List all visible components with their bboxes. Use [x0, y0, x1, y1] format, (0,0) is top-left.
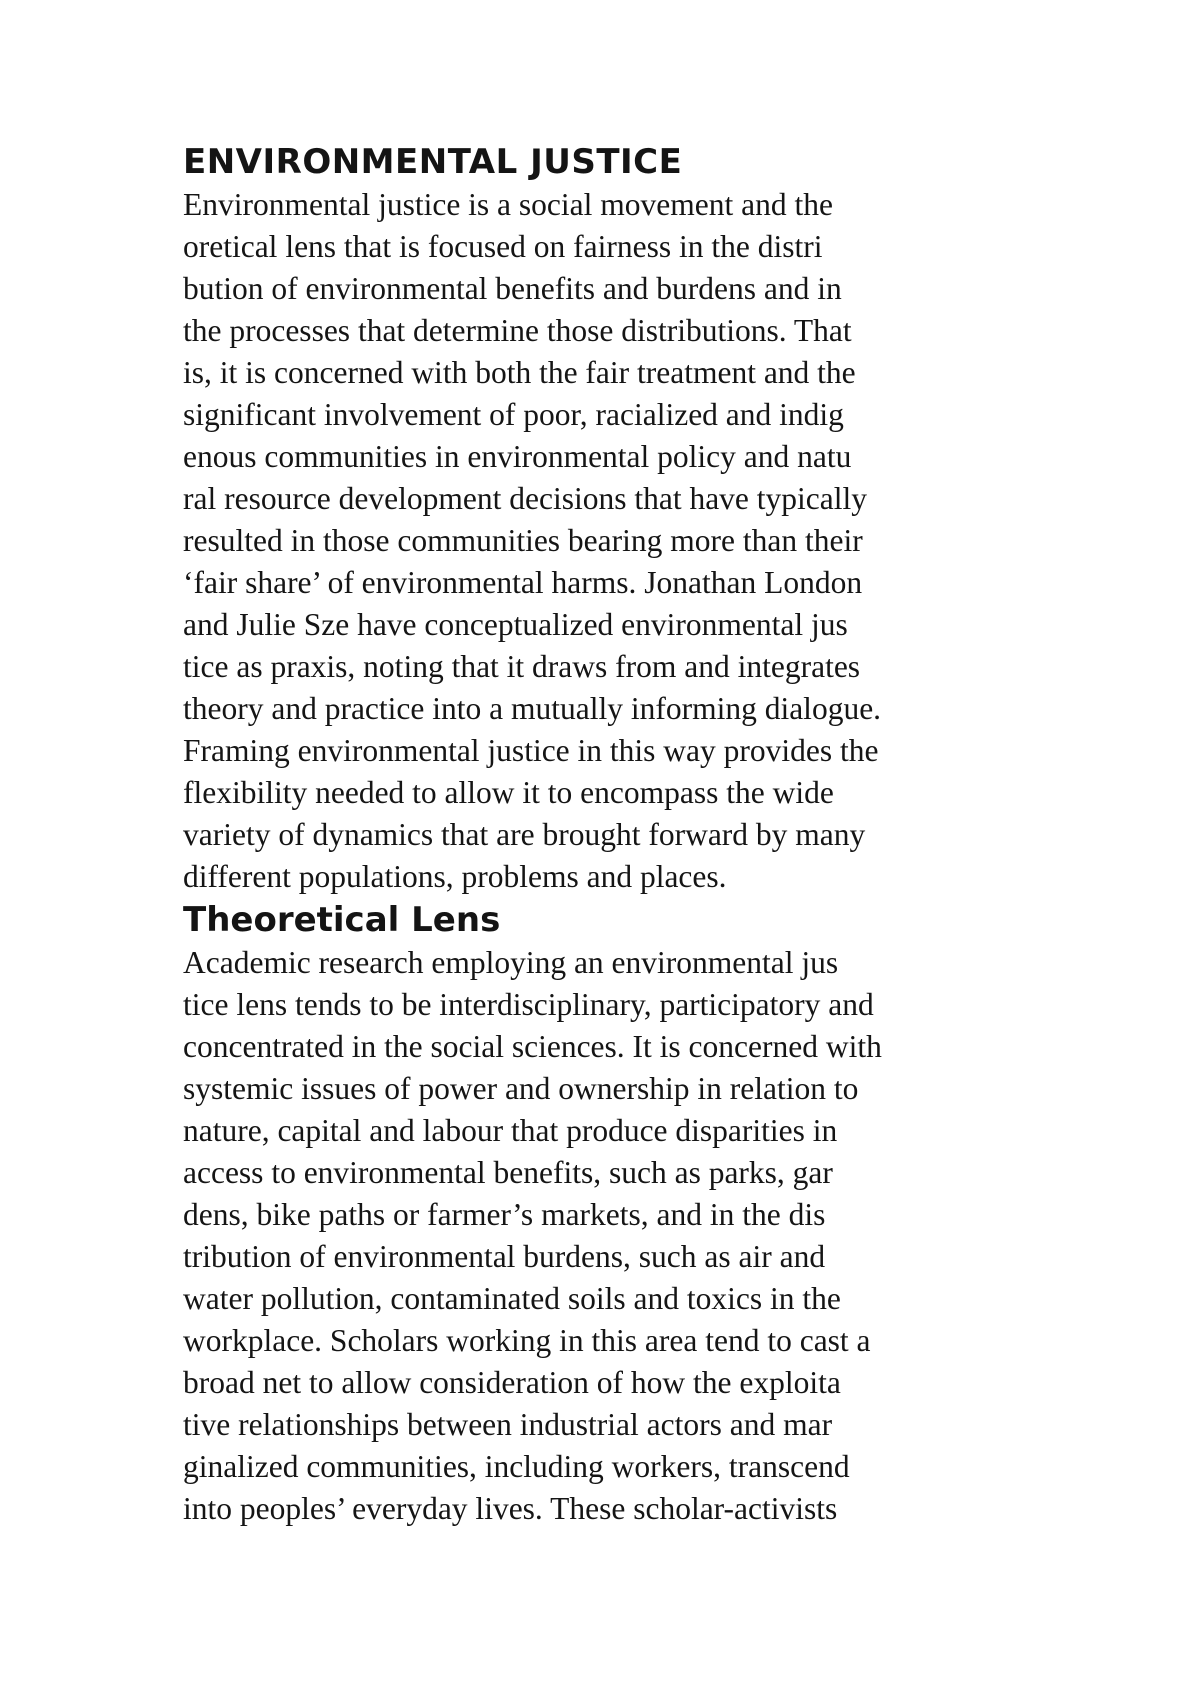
text-line: significant involvement of poor, racialized and indig — [183, 397, 844, 432]
text-line: ral resource development decisions that have typically — [183, 481, 868, 516]
text-line: variety of dynamics that are brought forward by many — [183, 817, 866, 852]
text-line: different populations, problems and places. — [183, 859, 727, 894]
text-line: Framing environmental justice in this way provides the — [183, 733, 879, 768]
section-heading: ENVIRONMENTAL JUSTICE — [183, 142, 683, 182]
text-line: ginalized communities, including workers, transcend — [183, 1449, 850, 1484]
text-line: tribution of environmental burdens, such as air and — [183, 1239, 826, 1274]
subsection-heading: Theoretical Lens — [183, 900, 501, 940]
text-line: access to environmental benefits, such as parks, gar — [183, 1155, 833, 1190]
paragraph-2 — [183, 942, 1083, 1530]
text-line: dens, bike paths or farmer’s markets, and in the dis — [183, 1197, 826, 1232]
text-line: ‘fair share’ of environmental harms. Jonathan London — [183, 565, 863, 600]
text-line: tice as praxis, noting that it draws from and integrates — [183, 649, 861, 684]
text-line: into peoples’ everyday lives. These scholar-activists — [183, 1491, 838, 1526]
text-line: is, it is concerned with both the fair treatment and the — [183, 355, 856, 390]
document-body — [183, 140, 1083, 1530]
text-line: and Julie Sze have conceptualized environmental jus — [183, 607, 848, 642]
text-line: resulted in those communities bearing more than their — [183, 523, 863, 558]
text-line: tice lens tends to be interdisciplinary, participatory and — [183, 987, 874, 1022]
text-line: theory and practice into a mutually informing dialogue. — [183, 691, 882, 726]
paragraph-1 — [183, 184, 1083, 898]
text-line: concentrated in the social sciences. It is concerned with — [183, 1029, 882, 1064]
text-line: flexibility needed to allow it to encompass the wide — [183, 775, 834, 810]
text-line: Academic research employing an environmental jus — [183, 945, 839, 980]
text-line: enous communities in environmental policy and natu — [183, 439, 852, 474]
text-line: Environmental justice is a social movement and the — [183, 187, 833, 222]
text-line: water pollution, contaminated soils and toxics in the — [183, 1281, 841, 1316]
text-line: broad net to allow consideration of how the exploita — [183, 1365, 841, 1400]
text-line: workplace. Scholars working in this area tend to cast a — [183, 1323, 871, 1358]
text-line: systemic issues of power and ownership in relation to — [183, 1071, 859, 1106]
text-line: the processes that determine those distributions. That — [183, 313, 852, 348]
text-line: bution of environmental benefits and burdens and in — [183, 271, 842, 306]
text-line: oretical lens that is focused on fairness in the distri — [183, 229, 823, 264]
text-line: nature, capital and labour that produce disparities in — [183, 1113, 838, 1148]
text-line: tive relationships between industrial actors and mar — [183, 1407, 833, 1442]
